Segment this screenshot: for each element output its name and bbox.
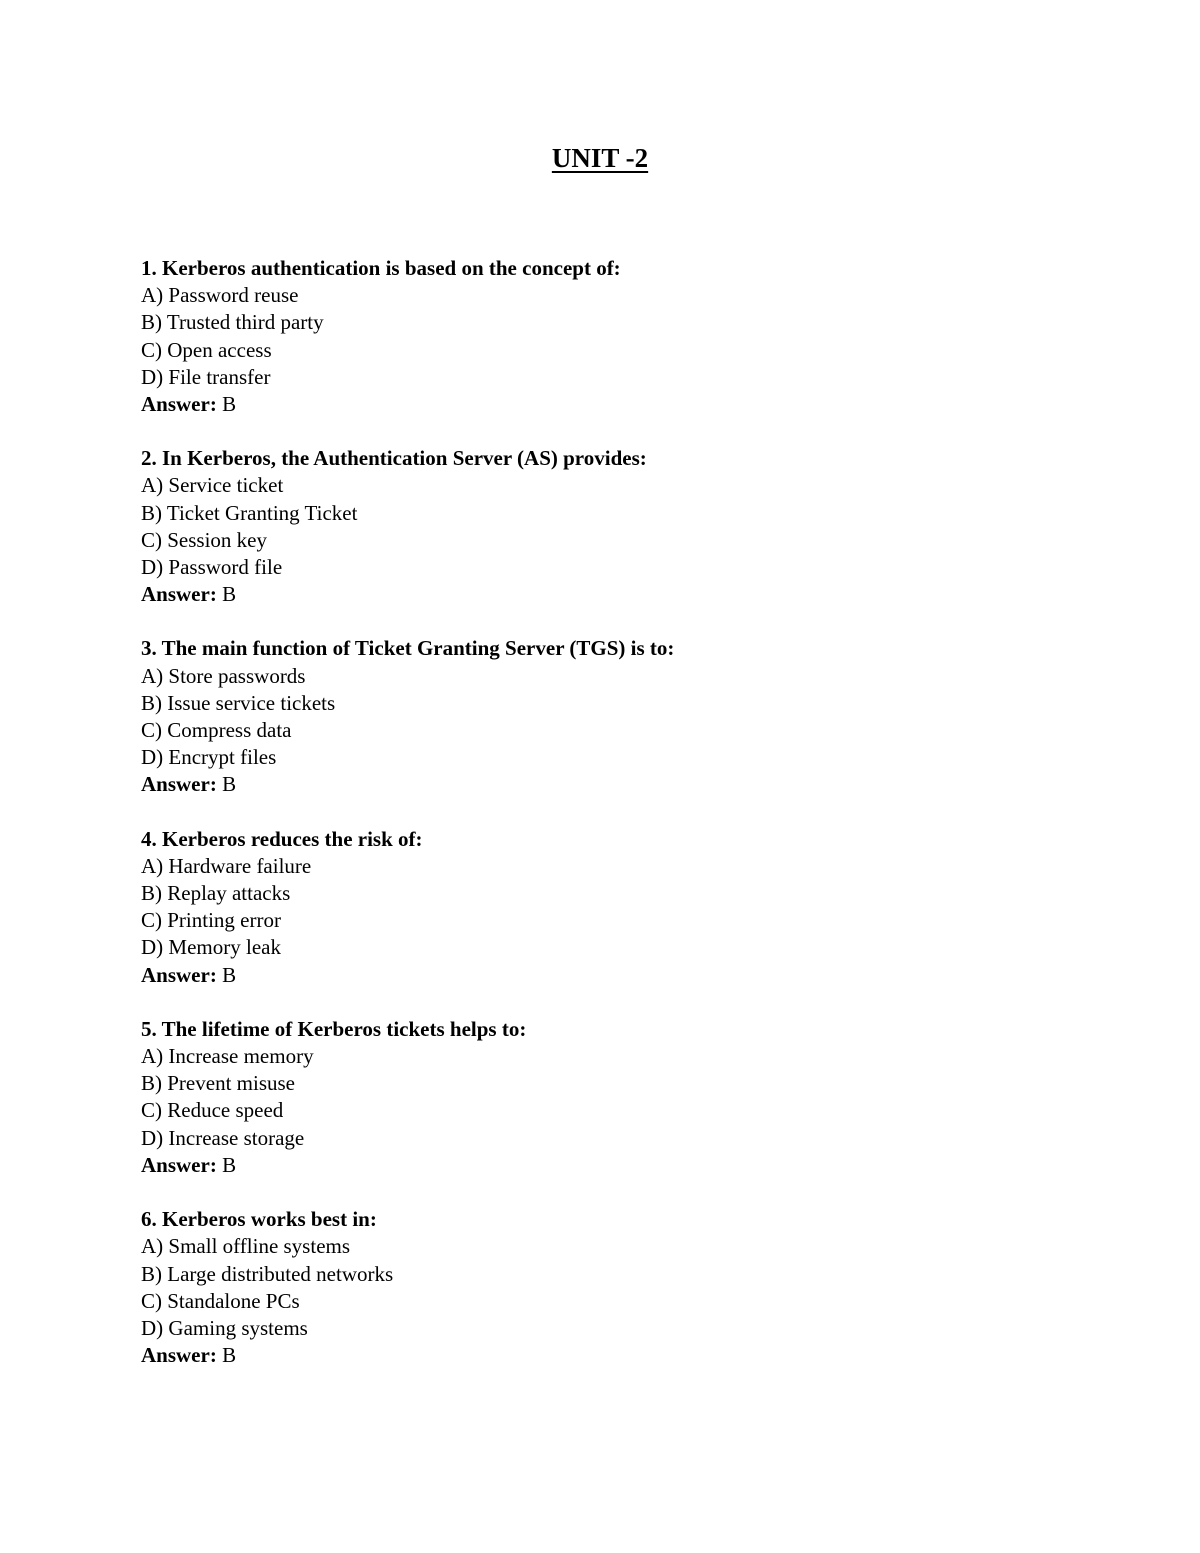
option-c: C) Standalone PCs: [141, 1288, 300, 1313]
question-text: Kerberos authentication is based on the concept of:: [162, 256, 621, 280]
question-number: 2.: [141, 446, 157, 471]
option-d: D) File transfer: [141, 364, 271, 389]
answer-label: Answer:: [141, 582, 217, 607]
answer-line: [141, 771, 1121, 798]
question-1: [141, 255, 1121, 418]
option-d: D) Memory leak: [141, 935, 281, 960]
answer-value: B: [222, 392, 237, 417]
option-c: C) Reduce speed: [141, 1098, 284, 1123]
answer-line: [141, 1152, 1121, 1179]
question-stem: [141, 445, 1121, 472]
option-a: A) Small offline systems: [141, 1234, 351, 1259]
question-stem: [141, 1206, 1121, 1233]
question-number: 5.: [141, 1016, 157, 1041]
option-d: D) Increase storage: [141, 1125, 305, 1150]
question-stem: [141, 635, 1121, 662]
question-6: [141, 1206, 1121, 1369]
question-stem: [141, 826, 1121, 853]
question-number: 4.: [141, 826, 157, 851]
answer-line: [141, 581, 1121, 608]
question-stem: [141, 1016, 1121, 1043]
answer-value: B: [222, 772, 237, 797]
question-text: Kerberos works best in:: [162, 1207, 377, 1232]
question-text: Kerberos reduces the risk of:: [162, 826, 423, 851]
question-list: [141, 255, 1121, 1396]
question-4: [141, 826, 1121, 989]
question-text: In Kerberos, the Authentication Server (AS) provides:: [162, 446, 647, 471]
option-c: C) Printing error: [141, 908, 281, 933]
question-stem: [141, 255, 1121, 282]
answer-label: Answer:: [141, 772, 217, 797]
option-b: B) Trusted third party: [141, 310, 324, 335]
page-title: UNIT -2: [551, 143, 649, 173]
question-3: [141, 635, 1121, 798]
option-a: A) Service ticket: [141, 473, 284, 498]
question-text: The main function of Ticket Granting Server (TGS) is to:: [161, 636, 675, 661]
answer-line: [141, 391, 1121, 418]
option-a: A) Increase memory: [141, 1044, 314, 1069]
answer-value: B: [222, 1152, 237, 1177]
option-d: D) Password file: [141, 555, 283, 580]
option-b: B) Prevent misuse: [141, 1071, 295, 1096]
answer-value: B: [222, 582, 237, 607]
option-d: D) Encrypt files: [141, 745, 277, 770]
option-d: D) Gaming systems: [141, 1315, 308, 1340]
answer-line: [141, 1342, 1121, 1369]
answer-value: B: [222, 1343, 237, 1368]
option-b: B) Issue service tickets: [141, 690, 336, 715]
answer-label: Answer:: [141, 1343, 217, 1368]
question-number: 3.: [141, 636, 157, 661]
option-b: B) Large distributed networks: [141, 1261, 394, 1286]
question-text: The lifetime of Kerberos tickets helps to:: [161, 1016, 527, 1041]
option-a: A) Hardware failure: [141, 853, 312, 878]
answer-label: Answer:: [141, 392, 217, 417]
answer-value: B: [222, 962, 237, 987]
option-b: B) Replay attacks: [141, 881, 291, 906]
option-a: A) Password reuse: [141, 283, 299, 308]
question-2: [141, 445, 1121, 608]
option-c: C) Compress data: [141, 718, 292, 743]
answer-label: Answer:: [141, 962, 217, 987]
question-number: 6.: [141, 1207, 157, 1232]
question-number: 1.: [141, 256, 157, 280]
answer-label: Answer:: [141, 1152, 217, 1177]
option-a: A) Store passwords: [141, 663, 306, 688]
option-c: C) Session key: [141, 527, 267, 552]
option-c: C) Open access: [141, 337, 272, 362]
answer-line: [141, 962, 1121, 989]
option-b: B) Ticket Granting Ticket: [141, 500, 358, 525]
question-5: [141, 1016, 1121, 1179]
